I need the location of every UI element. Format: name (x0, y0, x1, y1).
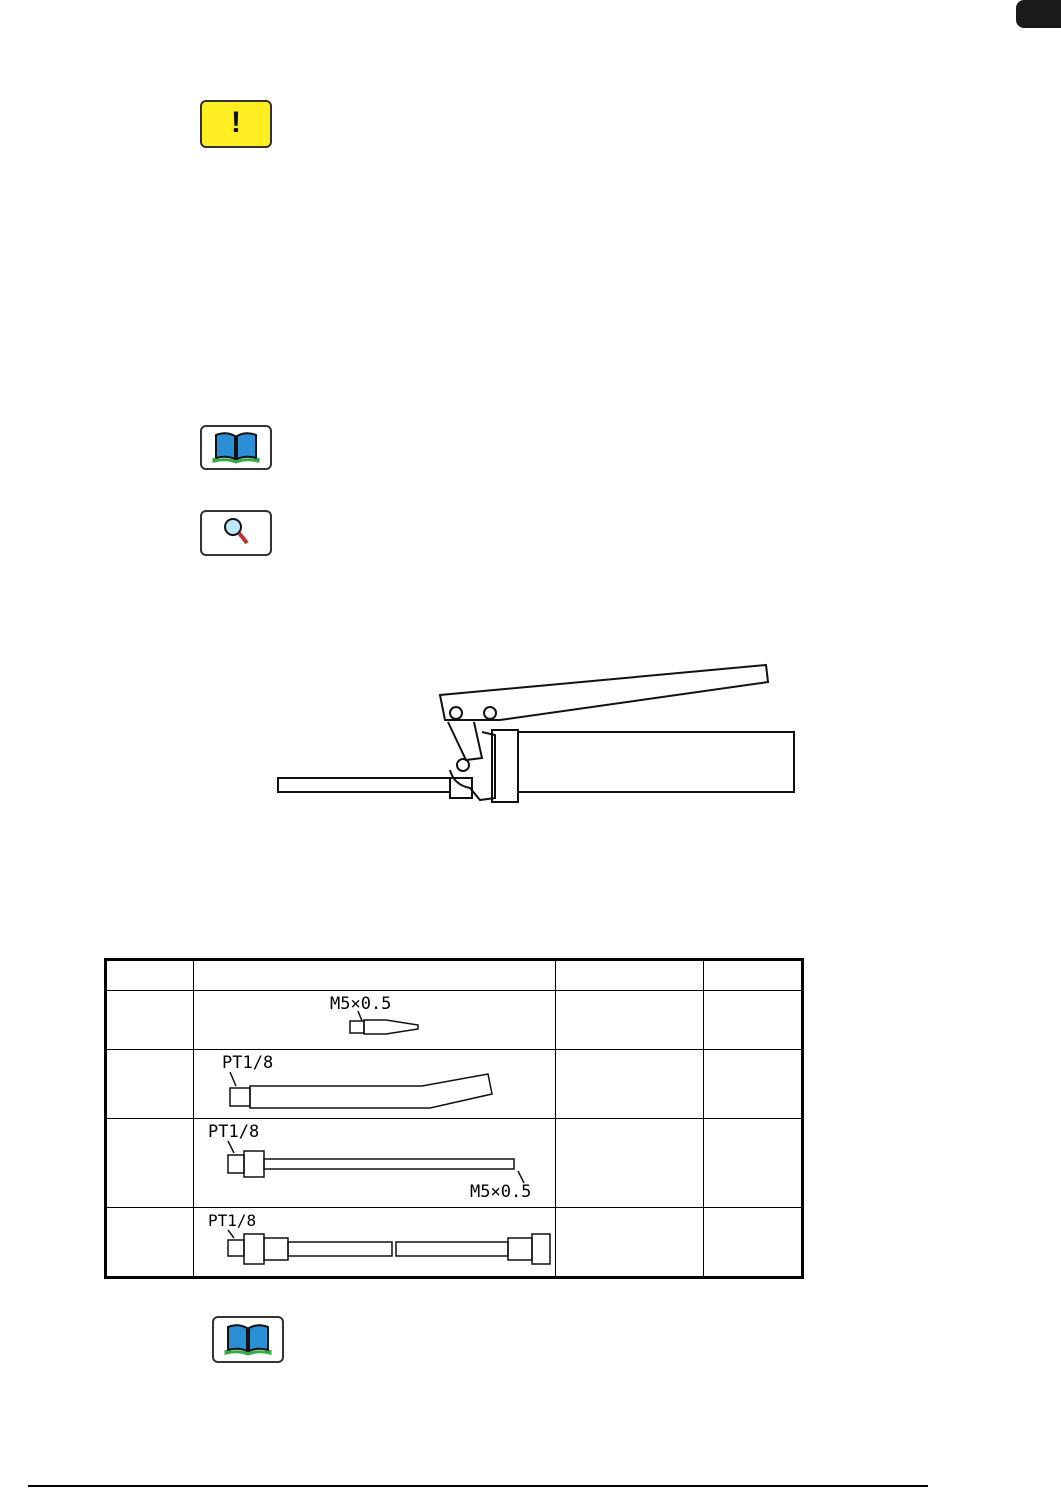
table-row (106, 1208, 803, 1278)
hose-nozzle-drawing (222, 1228, 552, 1274)
thread-label: PT1/8 (208, 1211, 257, 1230)
book-icon (200, 425, 272, 470)
thread-label: PT1/8 (208, 1122, 260, 1142)
chapter-tab (1016, 0, 1061, 28)
straight-nozzle-drawing (222, 1139, 552, 1185)
footer-rule (28, 1485, 928, 1487)
bent-nozzle-drawing (224, 1070, 504, 1115)
parts-table (104, 958, 804, 1279)
magnifier-icon (200, 510, 272, 556)
table-row (106, 1050, 803, 1119)
warning-icon: ! (200, 100, 272, 148)
table-row (106, 991, 803, 1050)
grease-gun-illustration (270, 660, 810, 810)
book-icon (212, 1316, 284, 1363)
thread-label: M5×0.5 (330, 994, 392, 1014)
thread-label: M5×0.5 (470, 1182, 532, 1202)
thread-label: PT1/8 (222, 1053, 274, 1073)
nozzle-tip-drawing (344, 1011, 424, 1041)
table-row (106, 1119, 803, 1208)
table-header-row (106, 960, 803, 991)
